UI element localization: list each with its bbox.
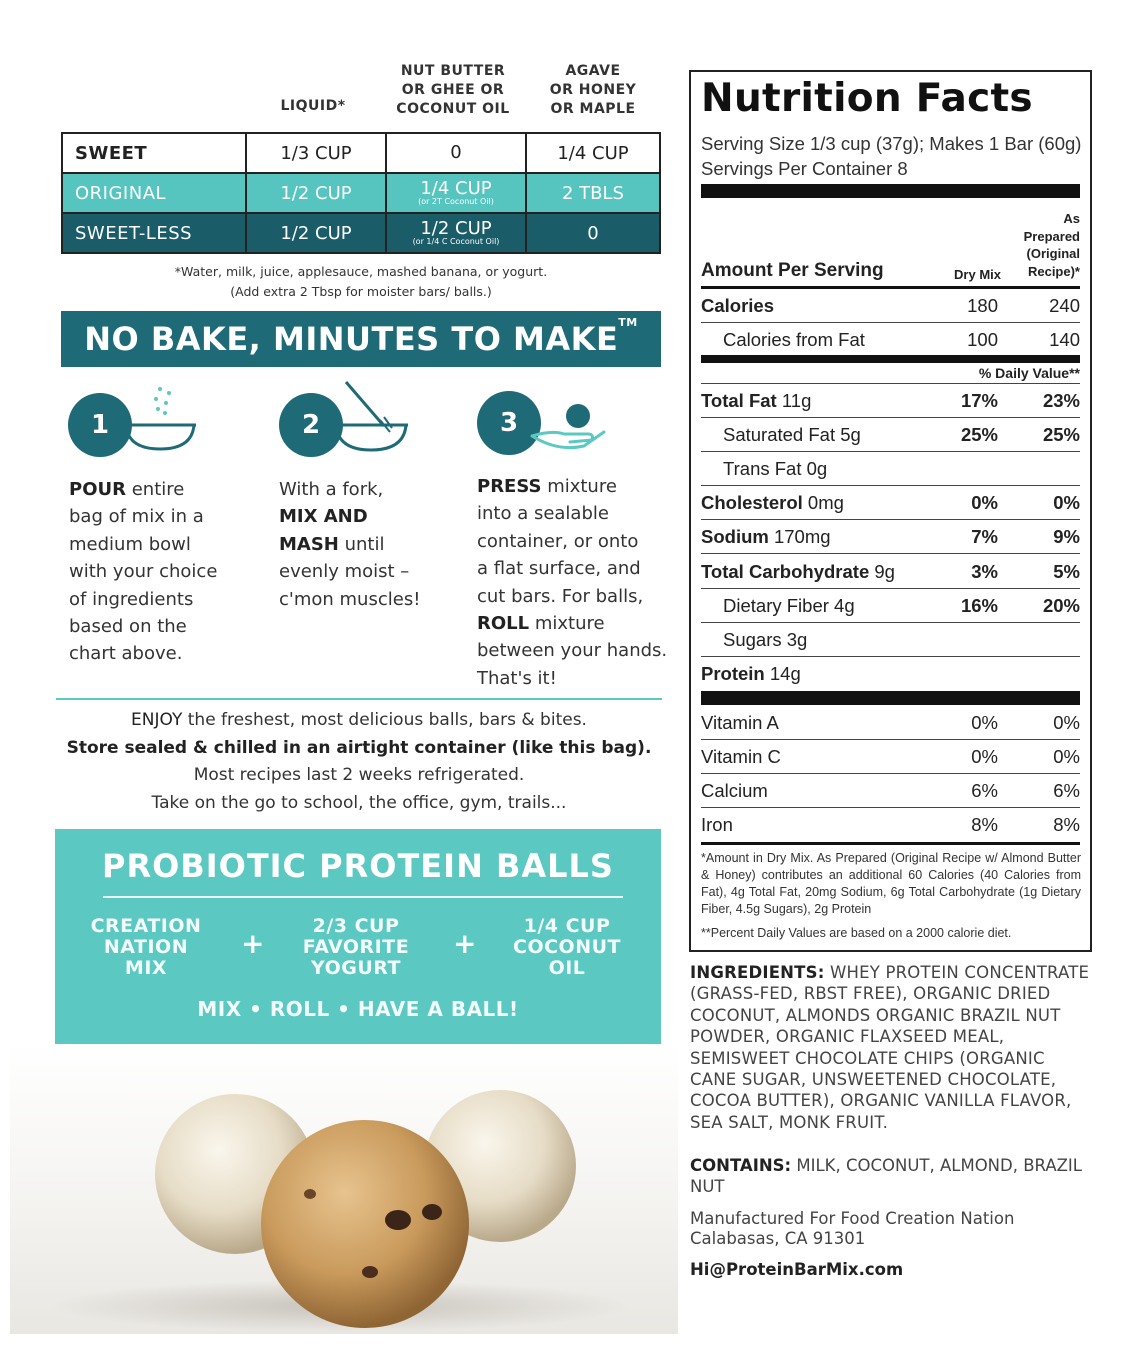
bowl-fork-icon [330,378,412,458]
probiotic-item-line: FAVORITE [302,936,410,958]
contains-text: MILK, COCONUT, ALMOND, BRAZIL NUT [690,1156,1082,1197]
ingredients-text: WHEY PROTEIN CONCENTRATE (GRASS-FED, RBST FREE), ORGANIC DRIED COCONUT, ALMONDS ORGANIC BRAZIL NUT POWDER, ORGANIC FLAXSEED MEAL, SEMISWEET CHOCOLATE CHIPS (ORGANIC CANE SUGAR, UNSWEETENED CHOCOLATE, COCOA BUTTER), ORGANIC VANILLA FLAVOR, SEA SALT, MONK FRUIT. [690,963,1090,1132]
nutrient-row [701,589,1080,622]
nutrient-label: Calories from Fat [723,329,865,350]
nutrient-row [701,555,1080,588]
manufacturer-line: Manufactured For Food Creation Nation [690,1209,1015,1228]
enjoy-line: Most recipes last 2 weeks refrigerated. [193,765,525,785]
header-agave-line: AGAVE [565,63,621,79]
nutrient-label [701,520,831,553]
prep-value: 8% [1053,814,1080,835]
nutrient-label [701,486,844,519]
nutrition-title: Nutrition Facts [701,76,1033,121]
header-nut-butter-line: COCONUT OIL [396,101,510,117]
step-text-line: chart above. [69,643,183,665]
thick-rule [701,355,1080,363]
nutrient-name: Saturated Fat [723,424,836,445]
step-text-line: based on the [69,616,187,638]
daily-value-footnote: **Percent Daily Values are based on a 2000 calorie diet. [701,926,1012,940]
step-number: 2 [279,393,343,457]
vitamin-label: Vitamin A [701,712,779,733]
probiotic-item-line: COCONUT [513,936,621,958]
probiotic-title: PROBIOTIC PROTEIN BALLS [102,847,614,885]
prep-value: 5% [1053,561,1080,582]
probiotic-item-line: CREATION [90,915,202,937]
dry-value: 16% [960,595,998,616]
nutrient-name: Protein [701,663,765,684]
prep-value: 25% [1042,424,1080,445]
col-head-line: As [1063,211,1080,226]
vitamin-label: Calcium [701,780,768,801]
prep-value: 9% [1053,526,1080,547]
probiotic-item-line: YOGURT [311,957,401,979]
recipe-chart-table [61,132,661,254]
nutrient-amount: 4g [834,595,855,616]
cell-agave: 2 TBLS [526,173,660,213]
dry-value: 6% [971,780,998,801]
step-emphasis: MASH [279,533,339,555]
header-liquid: LIQUID* [280,98,346,114]
dry-value: 25% [960,424,998,445]
step-text-span: mixture [541,476,617,497]
step-number: 3 [477,391,541,455]
step-text-line: a flat surface, and [477,558,641,580]
medium-rule [701,842,1080,845]
dry-value: 17% [960,390,998,411]
probiotic-item [281,916,431,979]
nutrient-name: Dietary Fiber [723,595,829,616]
manufacturer-info [690,1209,1014,1249]
row-rule [701,553,1080,554]
nutrient-label [723,589,855,622]
enjoy-line [56,735,662,763]
protein-balls-photo [10,1044,678,1334]
cell-subnote: (or 2T Coconut Oil) [418,197,494,206]
enjoy-text: the freshest, most delicious balls, bars & bites. [182,710,587,730]
probiotic-item [492,916,642,979]
step-text-line: of ingredients [69,588,194,610]
cell-liquid: 1/3 CUP [246,133,386,173]
nutrient-row [701,520,1080,553]
step-emphasis: MIX AND [279,506,368,528]
header-nut-butter [382,62,524,119]
vitamin-label: Iron [701,814,733,835]
nutrient-row [701,384,1080,417]
prep-value: 6% [1053,780,1080,801]
probiotic-rule [103,896,623,898]
step-text-span: entire [125,479,185,500]
ingredients-label: INGREDIENTS: [690,963,825,982]
nutrient-name: Calories [701,295,775,316]
probiotic-item-line: 2/3 CUP [312,915,400,937]
nutrient-label [723,418,861,451]
servings-per-container: Servings Per Container 8 [701,158,908,179]
thick-rule [701,691,1080,705]
calories-row [701,289,1080,322]
step-emphasis: POUR [69,479,126,500]
cell-value: 1/2 CUP [420,218,492,239]
nutrient-amount: 3g [786,629,808,650]
footnote-line: *Water, milk, juice, applesauce, mashed banana, or yogurt. [174,264,548,279]
dry-value: 7% [971,526,998,547]
prep-value: 240 [1049,295,1080,316]
step-text-line: bag of mix in a [69,506,204,528]
nutrient-label [723,452,827,485]
prep-value: 20% [1042,595,1080,616]
vitamin-row [701,808,1080,841]
table-row [62,133,660,173]
nutrient-name: Total Fat [701,390,777,411]
bowl-pour-icon [120,383,200,458]
nutrient-row [701,657,1080,690]
amount-per-serving: Amount Per Serving [701,260,884,281]
step-1-text [69,476,269,668]
nutrient-amount: 9g [874,561,895,582]
nutrient-label [701,384,811,417]
header-agave-line: OR MAPLE [550,101,636,117]
banner-text: NO BAKE, MINUTES TO MAKE [84,320,619,358]
prep-value: 0% [1053,746,1080,767]
step-text-line [279,531,469,558]
dry-value: 100 [967,329,998,350]
nutrition-footnote: *Amount in Dry Mix. As Prepared (Original Recipe w/ Almond Butter & Honey) contributes an additional 60 Calories (40 Calories from Fat), 4g Total Fat, 20mg Sodium, 6g Total Carbohydrate (1g Dietary Fiber, 4.5g Sugars), 2g Protein [701,851,1081,916]
nutrient-name: Sugars [723,629,782,650]
cell-agave: 1/4 CUP [526,133,660,173]
step-text-line [279,503,469,530]
step-text-line: That's it! [477,667,557,689]
storage-note: Store sealed & chilled in an airtight container (like this bag). [66,737,652,758]
probiotic-panel [55,829,661,1044]
nutrient-name: Total Carbohydrate [701,561,870,582]
nutrient-label [723,623,807,656]
probiotic-item-line: 1/4 CUP [523,915,611,937]
prep-value: 0% [1053,492,1080,513]
section-divider [56,698,662,700]
vitamin-label: Vitamin C [701,746,781,767]
nutrient-amount: 14g [769,663,801,684]
step-number: 1 [68,393,132,457]
cell-nut-butter [386,173,526,213]
col-head-prepared [1024,210,1080,280]
trademark: TM [618,316,638,329]
nutrient-label [701,289,774,322]
protein-balls-illustration [10,1044,678,1334]
no-bake-banner [61,311,661,367]
step-text-line: With a fork, [279,479,384,500]
step-emphasis: ROLL [477,613,530,635]
nutrition-facts-panel [689,70,1092,952]
vitamin-row [701,740,1080,773]
step-text-line: with your choice [69,561,218,583]
step-text-span: mixture [529,613,605,635]
step-text-line: cut bars. For balls, [477,585,644,607]
chart-footnote [61,262,661,302]
row-name: SWEET [62,133,246,173]
calories-fat-row [701,323,1080,356]
step-text-line: between your hands. [477,640,668,662]
thick-rule [701,184,1080,198]
plus-sign: + [241,927,265,960]
enjoy-emphasis: ENJOY [131,710,183,730]
cell-nut-butter [386,133,526,173]
step-text-line: medium bowl [69,533,191,555]
row-name: SWEET-LESS [62,213,246,253]
probiotic-item-line: NATION [103,936,189,958]
header-nut-butter-line: OR GHEE OR [401,82,505,98]
dry-value: 0% [971,492,998,513]
cell-subnote: (or 1/4 C Coconut Oil) [412,237,500,246]
col-head-line: Recipe)* [1027,263,1080,279]
step-text-line [477,473,677,500]
table-row [62,213,660,253]
plus-sign: + [453,927,477,960]
dry-value: 8% [971,814,998,835]
nutrient-name: Sodium [701,526,769,547]
dry-value: 180 [967,295,998,316]
nutrient-row [701,486,1080,519]
header-nut-butter-line: NUT BUTTER [400,63,506,79]
dry-value: 0% [971,712,998,733]
step-text-line: container, or onto [477,530,639,552]
nutrient-name: Cholesterol [701,492,803,513]
footnote-line: (Add extra 2 Tbsp for moister bars/ balls.) [230,284,492,299]
nutrient-row [701,623,1080,656]
cell-value: 0 [450,142,462,163]
allergen-statement [690,1155,1090,1198]
vitamin-row [701,706,1080,739]
probiotic-tagline: MIX • ROLL • HAVE A BALL! [197,997,519,1021]
step-3-text [477,473,677,692]
cell-value: 1/4 CUP [420,178,492,199]
hand-ball-icon [528,396,610,452]
nutrient-amount: 11g [781,390,812,411]
nutrient-amount: 0mg [807,492,844,513]
contact-email: Hi@ProteinBarMix.com [690,1260,904,1279]
cell-nut-butter [386,213,526,253]
vitamin-row [701,774,1080,807]
cell-agave: 0 [526,213,660,253]
table-row [62,173,660,213]
row-name: ORIGINAL [62,173,246,213]
enjoy-block [56,707,662,817]
manufacturer-line: Calabasas, CA 91301 [690,1229,866,1248]
serving-size: Serving Size 1/3 cup (37g); Makes 1 Bar (60g) [701,133,1082,154]
step-text-line: into a sealable [477,503,609,525]
col-head-dry: Dry Mix [954,267,1001,282]
step-text-line [477,610,677,637]
prep-value: 0% [1053,712,1080,733]
col-head-line: Prepared [1023,228,1080,244]
cell-liquid: 1/2 CUP [246,213,386,253]
col-head-line: (Original [1026,246,1080,261]
nutrient-label [701,657,801,690]
nutrient-amount: 170mg [773,526,831,547]
nutrient-row [701,418,1080,451]
probiotic-item-line: MIX [124,957,168,979]
step-text-line: evenly moist – [279,561,410,583]
enjoy-line: Take on the go to school, the office, gym, trails... [151,792,567,813]
step-emphasis: PRESS [477,476,542,497]
prep-value: 23% [1042,390,1080,411]
header-agave-line: OR HONEY [549,82,637,98]
contains-label: CONTAINS: [690,1156,792,1175]
enjoy-line [56,707,662,735]
nutrient-name: Trans Fat [723,458,802,479]
cell-liquid: 1/2 CUP [246,173,386,213]
nutrient-amount: 5g [840,424,861,445]
step-text-line: c'mon muscles! [279,588,421,610]
prep-value: 140 [1049,329,1080,350]
nutrient-amount: 0g [806,458,828,479]
dry-value: 3% [971,561,998,582]
daily-value-header: % Daily Value** [978,365,1080,381]
step-2-text [279,476,469,613]
nutrient-label [701,555,895,588]
probiotic-item [71,916,221,979]
step-text-line [69,476,269,503]
ingredients-list [690,962,1090,1133]
probiotic-item-line: OIL [548,957,586,979]
step-text-span: until [338,533,385,555]
header-agave [530,62,656,119]
nutrient-row [701,452,1080,485]
dry-value: 0% [971,746,998,767]
